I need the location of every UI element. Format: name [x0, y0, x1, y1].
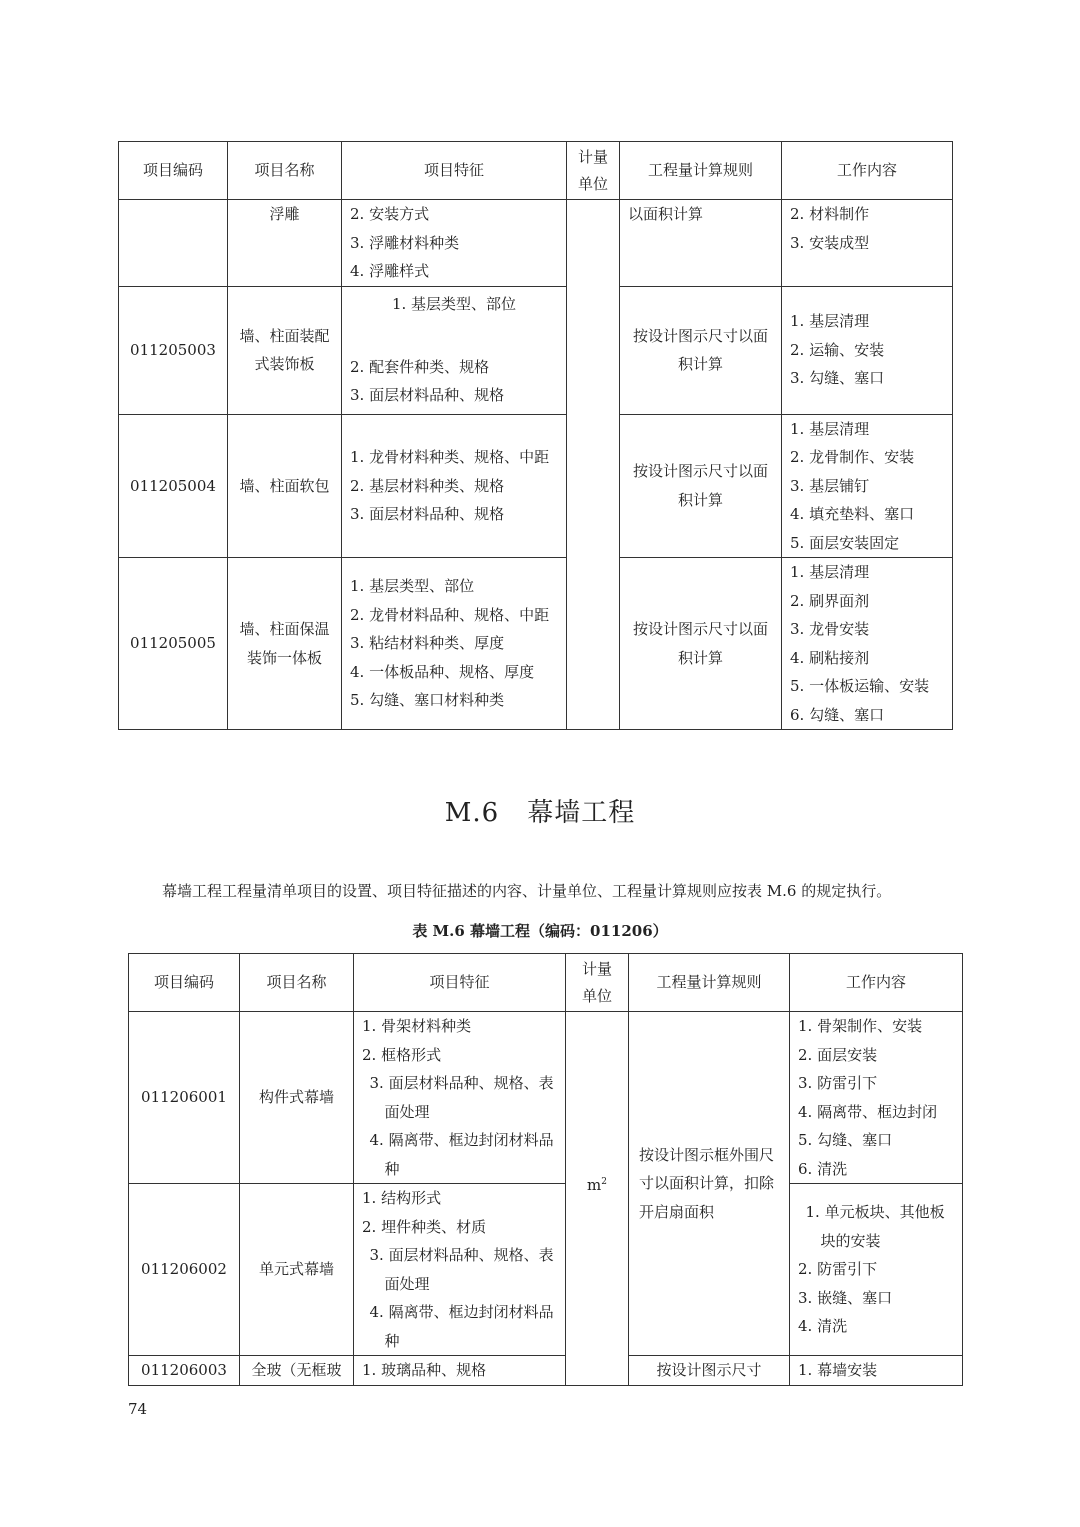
item-code: [119, 200, 228, 287]
feature-line: 2. 埋件种类、材质: [362, 1217, 487, 1236]
header-unit-line2: 单位: [577, 174, 608, 193]
header-unit-line2: 单位: [581, 986, 612, 1005]
feature-line: 2. 配套件种类、规格: [350, 357, 490, 376]
feature-line: 5. 勾缝、塞口材料种类: [350, 691, 505, 710]
feature-line: 2. 框格形式: [362, 1045, 442, 1064]
header-rule: 工程量计算规则: [620, 142, 782, 200]
item-features: [342, 414, 567, 558]
page-number: 74: [128, 1400, 148, 1418]
feature-line: 2. 龙骨材料品种、规格、中距: [350, 605, 550, 624]
item-features: [354, 1356, 566, 1386]
item-features: [342, 286, 567, 414]
section-title: 幕墙工程: [527, 798, 636, 828]
work-line: 1. 幕墙安装: [798, 1361, 878, 1379]
work-content: [782, 414, 953, 558]
feature-line: 3. 面层材料品种、规格、表面处理: [369, 1246, 554, 1293]
work-line: 3. 嵌缝、塞口: [798, 1288, 893, 1307]
feature-line: 3. 面层材料品种、规格、表面处理: [369, 1074, 554, 1121]
feature-line: 1. 玻璃品种、规格: [362, 1361, 487, 1379]
work-line: 4. 清洗: [798, 1317, 848, 1336]
work-line: 3. 防雷引下: [798, 1074, 878, 1092]
header-rule: 工程量计算规则: [629, 954, 790, 1012]
feature-line: 3. 浮雕材料种类: [350, 233, 460, 252]
table-m5-continued: [118, 141, 953, 730]
calc-rule: 按设计图示尺寸以面积计算: [620, 558, 782, 730]
item-name: 全玻（无框玻: [240, 1356, 354, 1386]
item-name: 墙、柱面装配式装饰板: [228, 286, 342, 414]
work-content: [790, 1012, 963, 1184]
work-line: 5. 一体板运输、安装: [790, 677, 930, 695]
feature-line: 4. 隔离带、框边封闭材料品种: [369, 1303, 554, 1350]
table-row: [119, 558, 953, 730]
unit-value: m: [587, 1175, 602, 1194]
feature-line: 4. 一体板品种、规格、厚度: [350, 662, 535, 681]
work-content: [790, 1356, 963, 1386]
item-name: 构件式幕墙: [240, 1012, 354, 1184]
work-content: [790, 1184, 963, 1356]
item-features: [354, 1184, 566, 1356]
work-line: 2. 防雷引下: [798, 1260, 878, 1279]
work-line: 1. 基层清理: [790, 419, 870, 438]
table-row: [119, 286, 953, 414]
unit-cell: [566, 1012, 629, 1386]
feature-line: 3. 粘结材料种类、厚度: [350, 634, 505, 653]
header-unit-line1: 计量: [577, 147, 608, 166]
table-header-row: [129, 954, 963, 1012]
unit-cell: [567, 200, 620, 730]
table-header-row: [119, 142, 953, 200]
item-features: [354, 1012, 566, 1184]
work-content: [782, 558, 953, 730]
feature-line: 2. 基层材料种类、规格: [350, 476, 505, 495]
work-line: 3. 基层铺钉: [790, 476, 870, 495]
item-features: [342, 200, 567, 287]
table-row: [119, 200, 953, 287]
work-line: 5. 勾缝、塞口: [798, 1131, 893, 1149]
feature-line: 1. 龙骨材料种类、规格、中距: [350, 448, 550, 466]
header-unit: [566, 954, 629, 1012]
calc-rule: 按设计图示尺寸: [629, 1356, 790, 1386]
header-features: 项目特征: [354, 954, 566, 1012]
work-line: 5. 面层安装固定: [790, 533, 900, 552]
work-content: [782, 200, 953, 287]
item-code: 011205004: [119, 414, 228, 558]
table-row: [129, 1184, 963, 1356]
feature-line: 3. 面层材料品种、规格: [350, 386, 505, 405]
table-row: [119, 414, 953, 558]
feature-line: 1. 基层类型、部位: [350, 577, 475, 596]
feature-line: 4. 隔离带、框边封闭材料品种: [369, 1131, 554, 1178]
item-name: 单元式幕墙: [240, 1184, 354, 1356]
header-name: 项目名称: [228, 142, 342, 200]
section-intro: 幕墙工程工程量清单项目的设置、项目特征描述的内容、计量单位、工程量计算规则应按表 M.6 的规定执行。: [162, 882, 892, 900]
header-features: 项目特征: [342, 142, 567, 200]
work-line: 4. 填充垫料、塞口: [790, 505, 915, 523]
item-name: 墙、柱面保温装饰一体板: [228, 558, 342, 730]
work-line: 2. 材料制作: [790, 205, 870, 223]
work-line: 1. 基层清理: [790, 563, 870, 581]
item-name: 浮雕: [228, 200, 342, 287]
item-code: 011206001: [129, 1012, 240, 1184]
feature-line: 3. 面层材料品种、规格: [350, 505, 505, 523]
calc-rule: 以面积计算: [620, 200, 782, 287]
header-work: 工作内容: [782, 142, 953, 200]
item-code: 011206002: [129, 1184, 240, 1356]
header-unit-line1: 计量: [581, 959, 612, 978]
header-code: 项目编码: [129, 954, 240, 1012]
table-row: [129, 1012, 963, 1184]
feature-line: 2. 安装方式: [350, 205, 430, 223]
table-caption: 表 M.6 幕墙工程（编码：011206）: [412, 922, 668, 940]
header-unit: [567, 142, 620, 200]
work-line: 6. 清洗: [798, 1159, 848, 1178]
table-row: [129, 1356, 963, 1386]
header-work: 工作内容: [790, 954, 963, 1012]
header-name: 项目名称: [240, 954, 354, 1012]
work-line: 2. 刷界面剂: [790, 591, 870, 610]
work-content: [782, 286, 953, 414]
calc-rule: 按设计图示尺寸以面积计算: [620, 286, 782, 414]
item-features: [342, 558, 567, 730]
work-line: 3. 勾缝、塞口: [790, 369, 885, 388]
feature-line: 1. 结构形式: [362, 1189, 442, 1207]
feature-line: 1. 基层类型、部位: [391, 295, 517, 314]
calc-rule: 按设计图示框外围尺寸以面积计算，扣除开启扇面积: [629, 1012, 790, 1356]
item-code: 011206003: [129, 1356, 240, 1386]
work-line: 4. 刷粘接剂: [790, 648, 870, 667]
work-line: 6. 勾缝、塞口: [790, 705, 885, 724]
unit-superscript: 2: [601, 1176, 607, 1187]
work-line: 1. 单元板块、其他板块的安装: [805, 1203, 945, 1250]
work-line: 2. 运输、安装: [790, 340, 885, 359]
section-number: M.6: [444, 798, 500, 828]
header-code: 项目编码: [119, 142, 228, 200]
work-line: 1. 基层清理: [790, 312, 870, 331]
work-line: 2. 面层安装: [798, 1045, 878, 1064]
work-line: 2. 龙骨制作、安装: [790, 448, 915, 466]
section-heading: [0, 792, 1080, 829]
feature-line: 4. 浮雕样式: [350, 262, 430, 280]
work-line: 4. 隔离带、框边封闭: [798, 1102, 938, 1121]
work-line: 1. 骨架制作、安装: [798, 1017, 923, 1035]
feature-line: 1. 骨架材料种类: [362, 1017, 472, 1035]
table-m6-curtain-wall: [128, 953, 963, 1386]
work-line: 3. 安装成型: [790, 233, 870, 252]
item-code: 011205005: [119, 558, 228, 730]
calc-rule: 按设计图示尺寸以面积计算: [620, 414, 782, 558]
work-line: 3. 龙骨安装: [790, 620, 870, 638]
item-code: 011205003: [119, 286, 228, 414]
item-name: 墙、柱面软包: [228, 414, 342, 558]
